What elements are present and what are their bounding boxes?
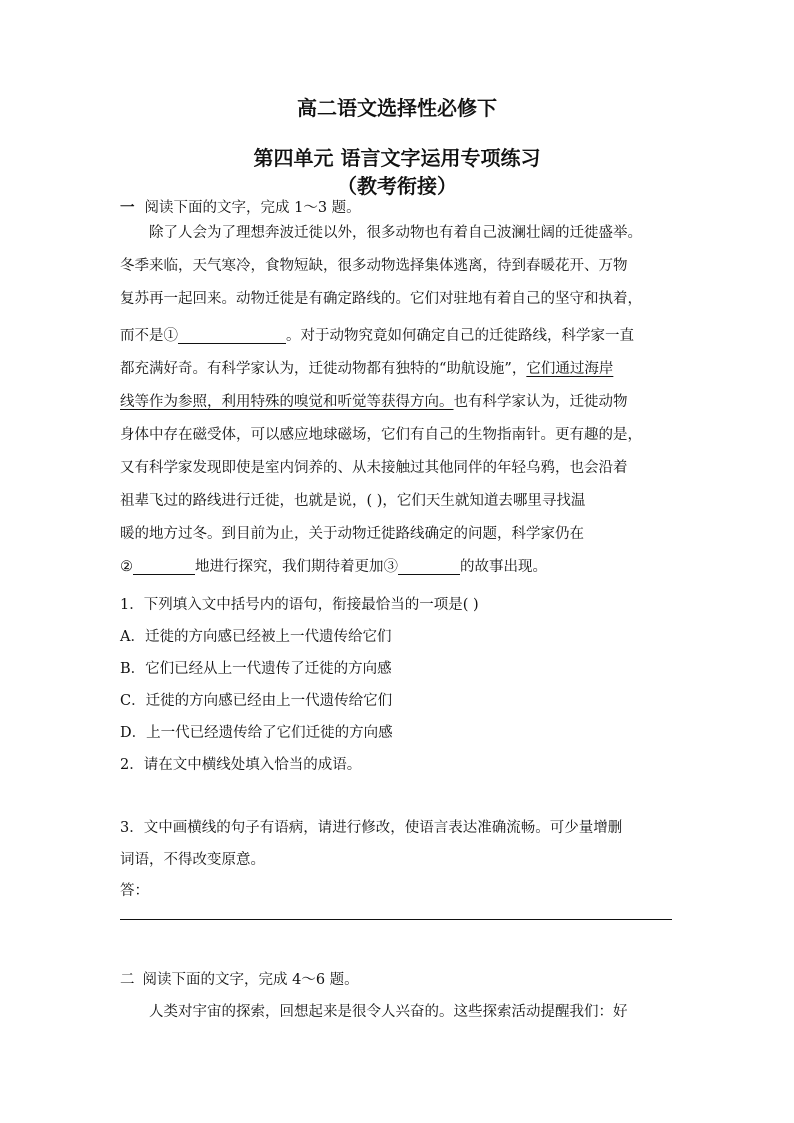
option-a[interactable]: A．迁徙的方向感已经被上一代遗传给它们 — [120, 629, 392, 645]
passage-line: 又有科学家发现即使是室内饲养的、从未接触过其他同伴的年轻乌鸦，也会沿着 — [120, 460, 628, 476]
passage-text: 都充满好奇。有科学家认为，迁徙动物都有独特的“助航设施”， — [120, 361, 527, 377]
section-2-heading — [120, 968, 359, 989]
document-subtitle-note: （教考衔接） — [337, 174, 457, 198]
option-d[interactable]: D．上一代已经遗传给了它们迁徙的方向感 — [120, 725, 393, 741]
passage-text: 地进行探究，我们期待着更加③ — [195, 559, 398, 575]
passage-line: 祖辈飞过的路线进行迁徙，也就是说，( )，它们天生就知道去哪里寻找温 — [120, 493, 586, 509]
passage-line: 身体中存在磁受体，可以感应地球磁场，它们有自己的生物指南针。更有趣的是， — [120, 427, 642, 443]
section-2-number: 二 — [120, 972, 135, 988]
blank-3-field[interactable] — [398, 556, 460, 575]
passage-line — [120, 551, 676, 584]
passage-line — [120, 353, 676, 386]
passage-line — [120, 320, 676, 353]
question-3-line: 3．文中画横线的句子有语病，请进行修改，使语言表达准确流畅。可少量增删 — [120, 820, 623, 836]
section-1-number: 一 — [120, 200, 135, 216]
passage-line: 除了人会为了理想奔波迁徙以外，很多动物也有着自己波澜壮阔的迁徙盛举。 — [149, 225, 642, 241]
answer-label: 答： — [120, 883, 149, 899]
passage-line: 冬季来临，天气寒冷，食物短缺，很多动物选择集体逃离，待到春暖花开、万物 — [120, 258, 628, 274]
question-1-stem: 1．下列填入文中括号内的语句，衔接最恰当的一项是( ) — [120, 597, 479, 613]
passage-2-line: 人类对宇宙的探索，回想起来是很令人兴奋的。这些探索活动提醒我们：好 — [149, 1004, 628, 1020]
blank-1-field[interactable] — [178, 325, 286, 344]
option-b[interactable]: B．它们已经从上一代遗传了迁徙的方向感 — [120, 661, 392, 677]
answer-line-field[interactable] — [120, 919, 672, 920]
section-1-instruction: 阅读下面的文字，完成 1～3 题。 — [144, 200, 361, 216]
passage-line: 暖的地方过冬。到目前为止，关于动物迁徙路线确定的问题，科学家仍在 — [120, 526, 584, 542]
section-2-instruction: 阅读下面的文字，完成 4～6 题。 — [142, 972, 359, 988]
passage-1 — [120, 217, 676, 584]
blank-2-field[interactable] — [133, 556, 195, 575]
document-subtitle: 第四单元 语言文字运用专项练习 — [253, 146, 541, 170]
passage-text: ② — [120, 559, 133, 575]
document-title: 高二语文选择性必修下 — [297, 96, 497, 120]
passage-line — [120, 386, 676, 419]
passage-text: 的故事出现。 — [460, 559, 547, 575]
section-1-heading — [120, 196, 361, 217]
option-c[interactable]: C．迁徙的方向感已经由上一代遗传给它们 — [120, 693, 393, 709]
question-2: 2．请在文中横线处填入恰当的成语。 — [120, 757, 362, 773]
passage-text: 而不是① — [120, 328, 178, 344]
underlined-sentence: 线等作为参照，利用特殊的嗅觉和听觉等获得方向。 — [120, 394, 454, 410]
underlined-sentence: 它们通过海岸 — [526, 361, 614, 377]
passage-text: 也有科学家认为，迁徙动物 — [453, 394, 628, 410]
question-3-line: 词语，不得改变原意。 — [120, 852, 265, 868]
passage-line: 复苏再一起回来。动物迁徙是有确定路线的。它们对驻地有着自己的坚守和执着， — [120, 291, 642, 307]
passage-text: 。对于动物究竟如何确定自己的迁徙路线，科学家一直 — [286, 328, 634, 344]
